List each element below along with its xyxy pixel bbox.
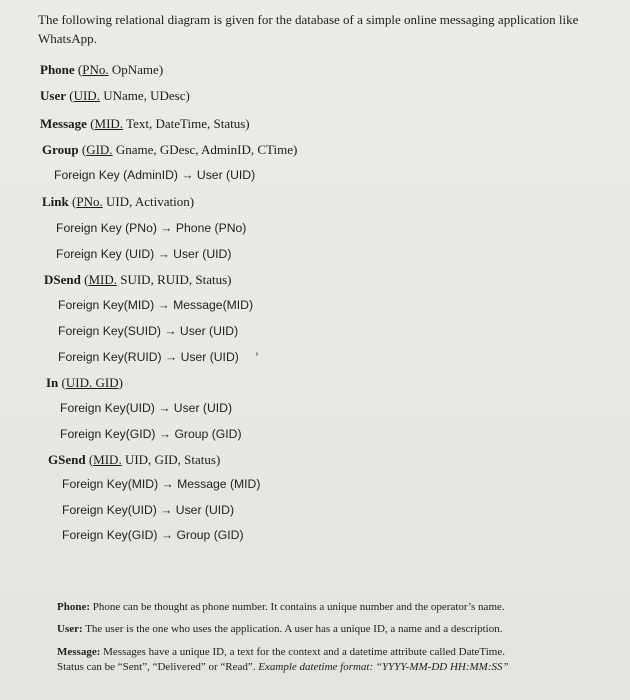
- relation-name: Link: [42, 194, 69, 209]
- pen-mark: [256, 352, 258, 356]
- relation-name: Message: [40, 116, 87, 131]
- note-message-status: [57, 660, 509, 675]
- foreign-key-gsend-mid: Foreign Key(MID) → Message (MID): [62, 477, 261, 491]
- relation-link: Link (PNo. UID, Activation): [42, 194, 195, 209]
- relation-name: Group: [42, 142, 79, 157]
- foreign-key-link-uid: Foreign Key (UID) → User (UID): [56, 247, 232, 261]
- foreign-key-gsend-uid: Foreign Key(UID) → User (UID): [62, 503, 234, 517]
- foreign-key-in-uid: Foreign Key(UID) → User (UID): [60, 401, 232, 415]
- relation-name: Phone: [40, 62, 75, 77]
- primary-key: MID.: [93, 452, 122, 467]
- relation-gsend: GSend (MID. UID, GID, Status): [48, 452, 221, 467]
- primary-key: MID.: [88, 272, 117, 287]
- relation-dsend: DSend (MID. SUID, RUID, Status): [44, 272, 232, 287]
- relation-name: GSend: [48, 452, 86, 467]
- foreign-key-gsend-gid: Foreign Key(GID) → Group (GID): [62, 528, 244, 542]
- note-text: Messages have a unique ID, a text for the context and a datetime attribute called DateTime.: [100, 646, 505, 658]
- primary-key: PNo.: [82, 62, 109, 77]
- relation-message: Message (MID. Text, DateTime, Status): [40, 116, 250, 131]
- note-text: Status can be “Sent”, “Delivered” or “Read”.: [57, 661, 259, 673]
- relation-name: DSend: [44, 272, 81, 287]
- relation-phone: Phone (PNo. OpName): [40, 62, 164, 77]
- relation-name: User: [40, 88, 66, 103]
- note-text: Phone can be thought as phone number. It contains a unique number and the operator’s name.: [90, 601, 505, 613]
- foreign-key-dsend-ruid: Foreign Key(RUID) → User (UID): [58, 350, 239, 364]
- note-example: Example datetime format: “YYYY-MM-DD HH:MM:SS”: [258, 661, 509, 673]
- intro-line-2: WhatsApp.: [38, 31, 97, 46]
- relation-attributes: UName, UDesc): [99, 88, 190, 103]
- primary-key: PNo.: [76, 194, 103, 209]
- note-message: [57, 645, 505, 660]
- relation-user: User (UID. UName, UDesc): [40, 88, 190, 103]
- note-label: User:: [57, 623, 83, 635]
- relation-attributes: SUID, RUID, Status): [116, 272, 232, 287]
- relation-attributes: UID, Activation): [102, 194, 195, 209]
- note-user: [57, 622, 502, 637]
- relation-attributes: ): [118, 375, 123, 390]
- primary-key: GID.: [86, 142, 113, 157]
- note-label: Phone:: [57, 601, 90, 613]
- relation-attributes: Gname, GDesc, AdminID, CTime): [112, 142, 298, 157]
- primary-key: UID. GID: [65, 375, 119, 390]
- relation-attributes: OpName): [108, 62, 164, 77]
- note-text: The user is the one who uses the application. A user has a unique ID, a name and a description.: [82, 623, 503, 635]
- note-label: Message:: [57, 646, 101, 658]
- intro-line-1: The following relational diagram is given for the database of a simple online messaging application like: [38, 12, 579, 27]
- foreign-key-in-gid: Foreign Key(GID) → Group (GID): [60, 427, 242, 441]
- relation-in: In (UID. GID): [46, 375, 123, 390]
- foreign-key-dsend-suid: Foreign Key(SUID) → User (UID): [58, 324, 239, 338]
- foreign-key-link-pno: Foreign Key (PNo) → Phone (PNo): [56, 221, 247, 235]
- foreign-key-dsend-mid: Foreign Key(MID) → Message(MID): [58, 298, 254, 312]
- relation-attributes: UID, GID, Status): [121, 452, 221, 467]
- relation-attributes: Text, DateTime, Status): [123, 116, 250, 131]
- relation-name: In: [46, 375, 59, 390]
- primary-key: UID.: [73, 88, 100, 103]
- relation-group: Group (GID. Gname, GDesc, AdminID, CTime): [42, 142, 298, 157]
- foreign-key-group-admin: Foreign Key (AdminID) → User (UID): [54, 168, 256, 182]
- primary-key: MID.: [94, 116, 124, 131]
- note-phone: [57, 600, 505, 615]
